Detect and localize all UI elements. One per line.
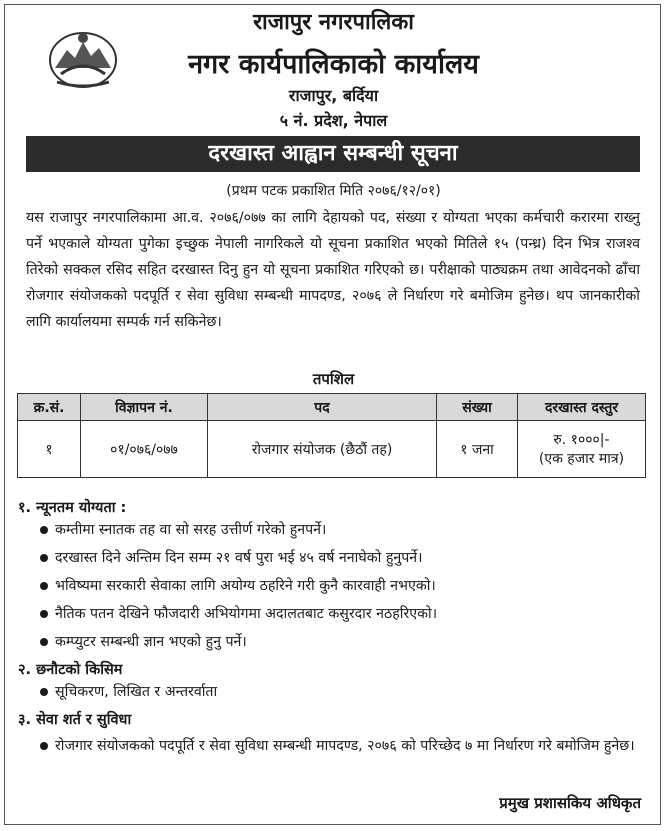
section-heading-qualification: १. न्यूनतम योग्यता : — [18, 500, 127, 516]
section-heading-service: ३. सेवा शर्त र सुविधा — [18, 712, 132, 728]
fee-amount: रु. १०००|- — [553, 432, 610, 448]
municipality-name: राजापुर नगरपालिका — [253, 10, 414, 35]
table-title: तपशिल — [312, 370, 355, 388]
list-item — [40, 679, 650, 705]
header-ad-no: विज्ञापन नं. — [81, 394, 208, 421]
bullet-icon — [40, 554, 48, 562]
office-address: राजापुर, बर्दिया — [288, 86, 379, 105]
list-item-text: सूचिकरण, लिखित र अन्तरर्वाता — [55, 684, 218, 700]
header-post: पद — [208, 394, 437, 421]
bullet-icon — [40, 742, 48, 750]
table-row — [18, 421, 646, 478]
notice-body: यस राजापुर नगरपालिकामा आ.व. २०७६/०७७ का लागि देहायको पद, संख्या र योग्यता भएका कर्मचारी करारमा राख्नु पर्ने भएकाले योग्यता पुगेका इच्छुक नेपाली नागरिकले यो सूचना प्रकाशित भएको मितिले १५ (पन्ध्र) दिन भित्र राजश्व तिरेको सक्कल रसिद सहित दरखास्त दिनु हुन यो सूचना प्रकाशित गरिएको छ। परीक्षाको पाठ्यक्रम तथा आवेदनको ढाँचा रोजगार संयोजकको पदपूर्ति र सेवा सुविधा सम्बन्धी मापदण्ड, २०७६ ले निर्धारण गरे बमोजिम हुनेछ। थप जानकारीको लागि कार्यालयमा सम्पर्क गर्न सकिनेछ। — [26, 210, 640, 330]
header-sn: क्र.सं. — [18, 394, 81, 421]
cell-count: १ जना — [437, 421, 518, 478]
list-item-text: नैतिक पतन देखिने फौजदारी अभियोगमा अदालतबाट कसुरदार नठहरिएको। — [55, 606, 438, 622]
cell-ad-no: ०१/०७६/०७७ — [81, 421, 208, 478]
bullet-icon — [40, 610, 48, 618]
list-item — [40, 517, 650, 543]
bullet-icon — [40, 582, 48, 590]
notice-title: दरखास्त आह्वान सम्बन्धी सूचना — [26, 136, 640, 172]
publication-date: (प्रथम पटक प्रकाशित मिति २०७६/१२/०१) — [226, 183, 441, 199]
list-item — [40, 545, 650, 571]
office-name: नगर कार्यपालिकाको कार्यालय — [188, 49, 479, 80]
table-header-row — [18, 394, 646, 421]
list-item — [40, 733, 650, 759]
cell-fee — [518, 421, 646, 478]
fee-in-words: (एक हजार मात्र) — [538, 451, 625, 467]
cell-sn: १ — [18, 421, 81, 478]
section-heading-selection: २. छनौटको किसिम — [18, 662, 123, 678]
list-item — [40, 601, 650, 627]
list-item-text: कम्तीमा स्नातक तह वा सो सरह उत्तीर्ण गरेको हुनपर्ने। — [55, 522, 327, 538]
header-count: संख्या — [437, 394, 518, 421]
list-item-text: भविष्यमा सरकारी सेवाका लागि अयोग्य ठहरिने गरी कुनै कारवाही नभएको। — [55, 578, 436, 594]
bullet-icon — [40, 526, 48, 534]
cell-post: रोजगार संयोजक (छैठौं तह) — [208, 421, 437, 478]
province-line: ५ नं. प्रदेश, नेपाल — [279, 111, 388, 130]
list-item — [40, 629, 650, 655]
bullet-icon — [40, 688, 48, 696]
signatory-title: प्रमुख प्रशासकिय अधिकृत — [499, 794, 641, 812]
list-item-text: कम्प्युटर सम्बन्धी ज्ञान भएको हुनु पर्ने। — [55, 634, 247, 650]
header-fee: दरखास्त दस्तुर — [518, 394, 646, 421]
list-item-text: रोजगार संयोजकको पदपूर्ति र सेवा सुविधा सम्बन्धी मापदण्ड, २०७६ को परिच्छेद ७ मा निर्धारण गरे बमोजिम हुनेछ। — [55, 738, 635, 754]
list-item-text: दरखास्त दिने अन्तिम दिन सम्म २१ वर्ष पुरा भई ४५ वर्ष ननाघेको हुनुपर्ने। — [55, 550, 423, 566]
list-item — [40, 573, 650, 599]
vacancy-table — [17, 393, 646, 478]
bullet-icon — [40, 638, 48, 646]
